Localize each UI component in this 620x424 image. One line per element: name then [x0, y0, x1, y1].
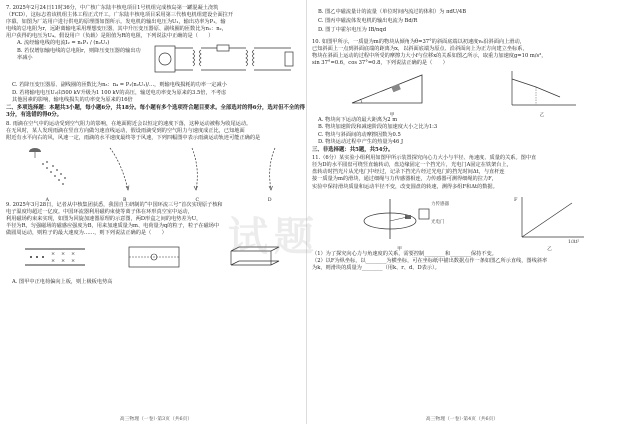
force-sensor-label: 力传感器 — [430, 201, 449, 207]
watermark: 试题 — [228, 214, 320, 260]
photogate-label: 光电门 — [430, 219, 444, 225]
axis-f-label: F — [513, 196, 517, 203]
q11-figure-yi — [510, 193, 590, 253]
q9-line: 做圆周运动，则粒子的最大速度为……，则下列说法正确的是（ ） — [6, 230, 167, 237]
section-3-heading: 三、非选择题：共5题，共54分。 — [312, 146, 394, 153]
q10-line: sin 37°=0.6，cos 37°=0.8，下列说法正确的是（ ） — [312, 60, 448, 67]
question-7 — [6, 5, 306, 40]
question-9 — [6, 202, 306, 237]
q7-option-a: A. 流经输电线的电流I₂ = n₁P₁ / (n₂U₁) — [17, 40, 110, 47]
q11-subquestion-1: （1）为了探究向心力与角速度的关系，需要控制________和________保持不变。 — [312, 250, 497, 257]
q8-line: 在无风时，某人发现雨滴在竖直方向做匀速直线运动，假设雨滴受到的空气阻力与速度成正比，已知地面 — [6, 127, 245, 134]
axis-x-label: 1/Δt² — [567, 239, 579, 243]
q9-line: 半径为R，匀强磁场的磁感应强度为B，用来加速质量为m、电荷量为q的粒子，粒子在磁场中 — [6, 223, 220, 230]
q9-option-a: A. 图甲中正电荷偏向上板，则上极板电势高 — [12, 279, 113, 286]
q11-fig-caption-yi: 乙 — [547, 246, 552, 252]
right-page — [312, 0, 612, 424]
q7-line: （FCD），这标志着该机组主体工程正式开工。广东陆丰核电项目采用第三代核电机组建设全面拉开 — [6, 12, 234, 19]
q11-line: 径为D的水平圆盘可绕竖直轴转动，盘边缘固定一个挡光片，光电门A固定在铁架台上， — [312, 162, 512, 169]
section-2-heading: 二、多项选择题：本题共3小题，每小题6分，共18分。每小题有多个选项符合题目要求。全部选对的得6分，选对但不全的得3分，有选错的得0分。 — [6, 104, 306, 119]
svg-text:×: × — [61, 258, 66, 265]
q10-option-a: A. 物块向下运动的最大距离为2 m — [318, 117, 398, 124]
q7-option-d: D. 若将输电电压U₂由500 kV升级为1 100 kV的高压，输送电功率变为原来的3.5倍，不考虑 — [12, 89, 227, 96]
q9-line: 9. 2025年3月28日，记者从中核集团获悉，我国自主研制的“中国环流三号”首次实现原子核和 — [6, 201, 223, 208]
left-page — [6, 0, 306, 424]
q11-line: 盘转动时挡光片从光电门中经过，记录下挡光片经过光电门的挡光时间Δt，与直杆连 — [312, 169, 505, 176]
q7-option-c: C. 若降压变压器原、副线圈的匝数比为n₃：n₄ = P₁(n₂U₁)/…，则输电线损耗的功率一定减小 — [12, 82, 227, 89]
q11-figures — [312, 193, 612, 251]
svg-text:×: × — [71, 251, 76, 258]
question-11 — [312, 155, 612, 190]
left-page-footer: 高三物理（一卷）·第3页（共6页） — [119, 417, 193, 422]
q10-figure-jia — [342, 67, 442, 119]
q11-subquestion-2-cont: 为k，则滑块的质量为________（用k、r、d、D表示）。 — [312, 264, 440, 271]
q9-option-b: B. 图乙中磁流量计的流量（单位时间内流过的体积）为 πdU/4B — [318, 9, 467, 15]
q10-figure-yi — [502, 67, 582, 119]
q9-option-c: C. 图丙中磁流体发电机的输出电流为 Bd/R — [318, 18, 418, 24]
q8-label-a: A — [45, 197, 49, 203]
q8-figure-c — [172, 144, 222, 204]
q10-option-b: B. 物块加速阶段和减速阶段的加速度大小之比为1:3 — [318, 124, 438, 131]
q9-figure-jia — [21, 239, 91, 275]
q10-fig-caption-jia: 甲 — [389, 113, 395, 119]
q11-line: 11.（6分）某实验小组利用如图甲所示装置探究向心力大小与半径、角速度、质量的关系。图中直 — [312, 155, 537, 162]
q8-figure-a — [17, 144, 77, 204]
q10-figures — [312, 67, 612, 117]
q10-line: 已知斜面上一点到斜面底端的距离为x，以斜面底端为原点、沿斜面向上为正方向建立坐标系， — [312, 46, 528, 53]
q9-line: 利用磁场约束来实现，如图为回旋加速器原理的示意图，两D形盒之间的电势差为U， — [6, 216, 202, 223]
q8-label-d: D — [267, 197, 272, 203]
q9-option-d: D. 图丁中霍尔电压为 IB/nqd — [318, 27, 387, 33]
q8-label-c: C — [195, 197, 199, 203]
q7-option-d-cont: 其他因素的影响，输电线损失的功率变为原来的16倍 — [12, 96, 133, 103]
q8-figures — [6, 144, 306, 202]
question-8 — [6, 121, 306, 142]
q9-options-continued — [312, 8, 612, 35]
q9-line: 电子温度均超过一亿度。中国环流器利用磁约束使等离子体在环形真空室中运动， — [6, 208, 193, 215]
svg-text:×: × — [51, 258, 56, 265]
q8-line: 8. 雨滴在空气中的运动受到空气阻力的影响，在地面附近会以恒定的速度下落，这种运动被称为收尾运动。 — [6, 120, 252, 127]
q8-figure-b — [100, 144, 150, 204]
q7-line: 序幕。如图为厂站用户进行供电的原理图如图所示。发电机的输出电压为U₁，输出功率为P₁，输 — [6, 19, 226, 26]
q7-line: 用户获得的电压为U₄。假设用户（负载）是阻值为R的电阻，下列说法中正确的是（ ） — [6, 33, 214, 40]
q7-line: 电线的总电阻为r，远距离输电采用理想变压器，其中升压变压器原、副线圈的匝数比为n₁：n₂， — [6, 26, 227, 33]
q8-label-b: B — [123, 197, 127, 203]
right-page-footer: 高三物理（一卷）·第4页（共6页） — [425, 417, 499, 422]
q11-figure-jia — [335, 193, 465, 253]
svg-text:×: × — [61, 251, 66, 258]
q7-figure-row — [6, 40, 306, 82]
q9-figures — [6, 239, 306, 279]
page-divider — [306, 0, 307, 424]
q10-option-c: C. 物块与斜面间的动摩擦因数为0.5 — [318, 131, 401, 138]
q9-figure-yi — [121, 239, 191, 275]
transmission-circuit-diagram — [151, 40, 301, 80]
q7-line: 7. 2025年2月24日11时36分，中广核广东陆丰核电项目1号机组完成核岛第一罐混凝土浇筑 — [6, 5, 219, 11]
q9-figure-bing — [221, 239, 291, 275]
q11-line: 实验中保持滑块质量和运动半径不变，改变圆盘的转速，测得多组F和Δt的数据。 — [312, 183, 498, 190]
q7-option-b: B. 若仅增加输电线的总电阻r，则降压变压器的输出功率减小 — [17, 47, 141, 61]
q11-subquestion-2: （2）以F为纵坐标，以________为横坐标，可在坐标纸中描出数据点作一条如图乙所示直线，图线斜率 — [312, 257, 548, 264]
svg-text:×: × — [51, 251, 56, 258]
q8-line: 附近有水平向右的风，风速一定，雨滴的水平速度最终等于风速，下列四幅图中表示雨滴运动轨迹可能正确的是 — [6, 134, 261, 141]
q11-fig-caption-jia: 甲 — [397, 246, 402, 252]
q10-line: 10. 如图甲所示，一质量为m的物块从倾角为θ=37°的斜面底端以初速度v₀沿斜面向上滑动， — [312, 39, 525, 45]
q11-line: 接一质量为m的滑块，通过细绳与力传感器相连，力传感器可测得细绳的拉力F， — [312, 176, 497, 183]
q10-option-d: D. 物块运动过程中产生的热量为46 J — [318, 138, 404, 145]
svg-text:×: × — [71, 258, 76, 265]
q10-fig-caption-yi: 乙 — [539, 113, 545, 119]
q8-figure-d — [245, 144, 295, 204]
q10-line: 物块在斜面上运动的过程中所受的摩擦力大小f与位移x的关系如图乙所示，取重力加速度g=10 m/s²， — [312, 53, 547, 60]
question-10 — [312, 39, 612, 67]
